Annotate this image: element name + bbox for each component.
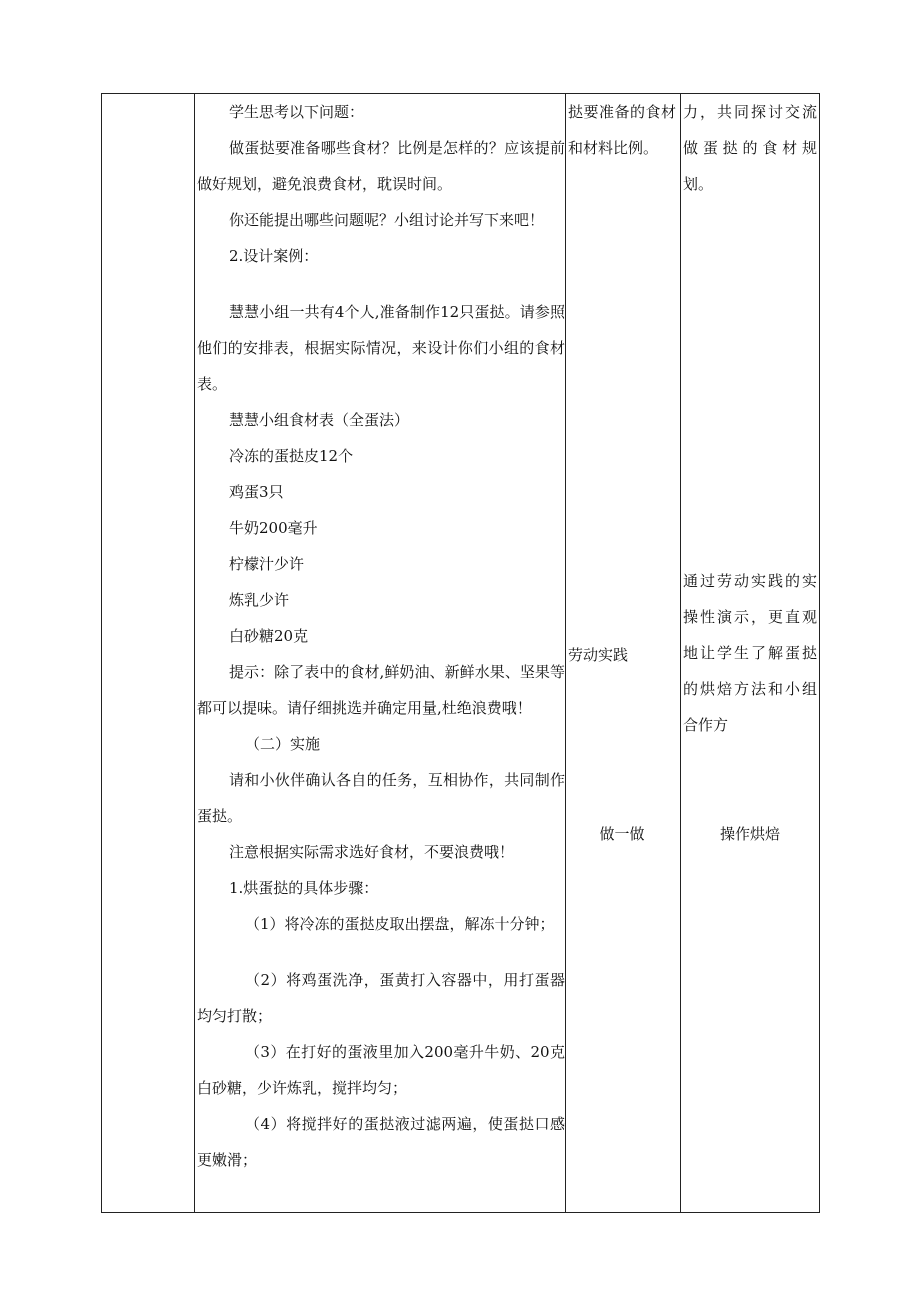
step-item: （2）将鸡蛋洗净，蛋黄打入容器中，用打蛋器均匀打散； <box>197 971 565 1025</box>
paragraph: 劳动实践 <box>568 646 629 664</box>
student-activity-low-cell <box>568 816 676 852</box>
paragraph: 通过劳动实践的实操性演示，更直观地让学生了解蛋挞的烘焙方法和小组合作方 <box>683 572 817 734</box>
step-item: （4）将搅拌好的蛋挞液过滤两遍，使蛋挞口感更嫩滑； <box>197 1115 565 1169</box>
ingredient-item: 炼乳少许 <box>229 591 290 609</box>
table-col-border-1 <box>101 93 102 1213</box>
ingredient-item: 白砂糖20克 <box>229 627 309 645</box>
ingredient-item: 牛奶200毫升 <box>229 519 318 537</box>
ingredient-item: 冷冻的蛋挞皮12个 <box>229 447 354 465</box>
student-activity-top-cell <box>568 94 676 166</box>
ingredient-item: 柠檬汁少许 <box>229 555 305 573</box>
student-activity-mid-cell <box>568 637 676 673</box>
table-col-border-4 <box>680 93 681 1213</box>
design-intent-low-cell <box>683 816 817 852</box>
ingredient-list-title: 慧慧小组食材表（全蛋法） <box>229 411 410 429</box>
paragraph: 你还能提出哪些问题呢？小组讨论并写下来吧！ <box>229 211 545 229</box>
paragraph: 力，共同探讨交流做蛋挞的食材规划。 <box>683 103 817 193</box>
paragraph: 学生思考以下问题： <box>229 103 365 121</box>
section-heading: （二）实施 <box>245 735 321 753</box>
paragraph: 操作烘焙 <box>719 825 780 843</box>
table-bottom-border <box>101 1212 820 1213</box>
table-col-border-5 <box>819 93 820 1213</box>
design-intent-mid-cell <box>683 563 817 743</box>
step-item: （1）将冷冻的蛋挞皮取出摆盘，解冻十分钟； <box>245 915 555 933</box>
paragraph: 请和小伙伴确认各自的任务，互相协作，共同制作蛋挞。 <box>197 771 565 825</box>
section-heading: 2.设计案例： <box>229 247 319 265</box>
table-col-border-3 <box>565 93 566 1213</box>
paragraph: 注意根据实际需求选好食材，不要浪费哦！ <box>229 843 515 861</box>
paragraph: 做一做 <box>599 825 645 843</box>
paragraph: 挞要准备的食材和材料比例。 <box>568 103 676 157</box>
paragraph: 慧慧小组一共有4个人,准备制作12只蛋挞。请参照他们的安排表，根据实际情况，来设计你们小组的食材表。 <box>197 303 565 393</box>
design-intent-top-cell <box>683 94 817 202</box>
table-col-border-2 <box>194 93 195 1213</box>
activity-content-cell <box>197 94 565 1178</box>
step-item: （3）在打好的蛋液里加入200毫升牛奶、20克白砂糖，少许炼乳，搅拌均匀； <box>197 1043 565 1097</box>
section-heading: 1.烘蛋挞的具体步骤： <box>229 879 379 897</box>
hint-paragraph: 提示：除了表中的食材,鲜奶油、新鲜水果、坚果等都可以提味。请仔细挑选并确定用量,杜绝浪费哦！ <box>197 663 565 717</box>
ingredient-item: 鸡蛋3只 <box>229 483 284 501</box>
paragraph: 做蛋挞要准备哪些食材？比例是怎样的？应该提前做好规划，避免浪费食材，耽误时间。 <box>197 139 565 193</box>
